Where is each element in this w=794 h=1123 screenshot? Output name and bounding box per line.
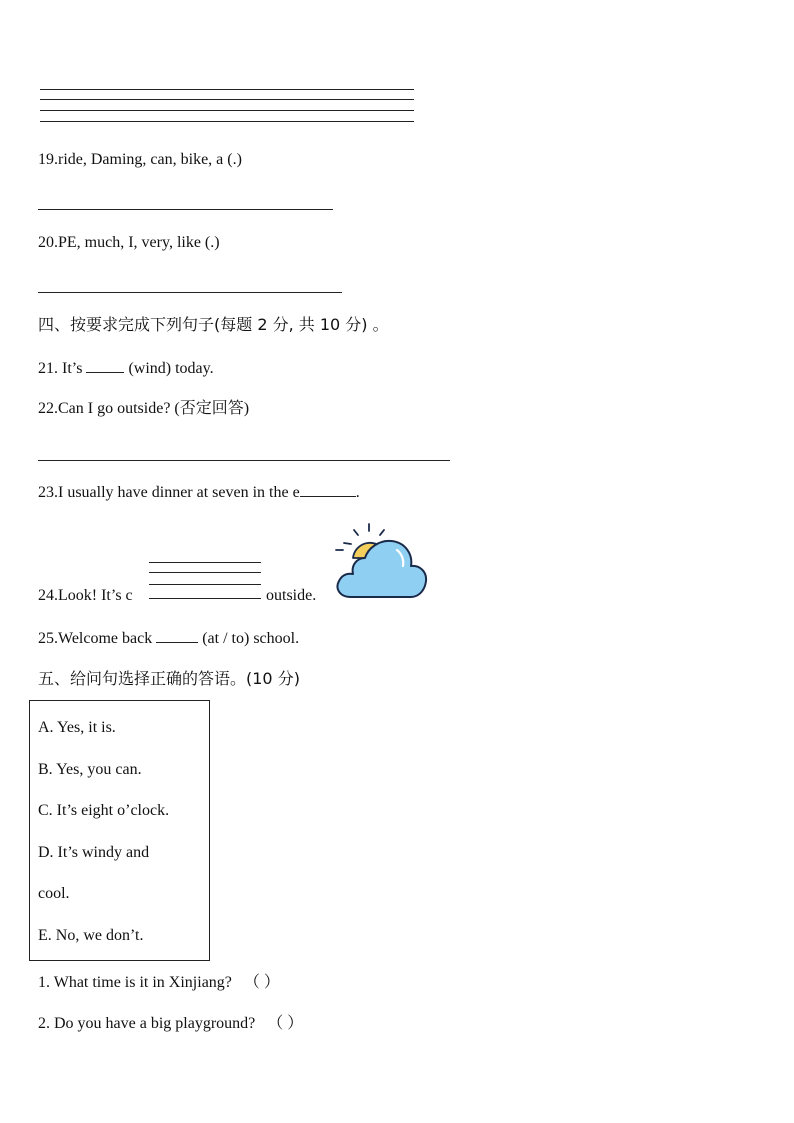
answer-line-20[interactable] <box>38 292 342 293</box>
option-d: D. It’s windy and <box>38 844 150 861</box>
option-d-continued: cool. <box>38 885 70 902</box>
cloud-sun-icon <box>333 520 429 602</box>
match-question-2 <box>38 1014 303 1034</box>
question-23-after: . <box>355 484 360 501</box>
writing-line <box>149 598 261 599</box>
blank-25[interactable] <box>156 628 198 643</box>
question-21-before: 21. It’s <box>38 360 87 377</box>
question-20: 20.PE, much, I, very, like (.) <box>38 234 220 251</box>
blank-23[interactable] <box>300 482 356 497</box>
writing-line <box>40 110 414 111</box>
section-5-title: 五、给问句选择正确的答语。(10 分) <box>38 669 300 688</box>
match-answer-2[interactable]: （ ） <box>267 1015 304 1032</box>
question-23 <box>38 482 360 503</box>
writing-line <box>40 121 414 122</box>
question-25-before: 25.Welcome back <box>38 630 157 647</box>
question-24-before: 24.Look! It’s c <box>38 587 133 604</box>
writing-line <box>149 562 261 563</box>
question-21-after: (wind) today. <box>124 360 214 377</box>
options-box <box>29 700 210 961</box>
blank-21[interactable] <box>86 358 124 373</box>
section-4-title: 四、按要求完成下列句子(每题 2 分, 共 10 分) 。 <box>38 315 389 334</box>
question-24-after: outside. <box>266 587 317 604</box>
answer-line-19[interactable] <box>38 209 333 210</box>
question-23-before: 23.I usually have dinner at seven in the e <box>38 484 300 501</box>
writing-line <box>40 99 414 100</box>
option-e: E. No, we don’t. <box>38 927 144 944</box>
option-a: A. Yes, it is. <box>38 719 116 736</box>
match-question-1 <box>38 973 280 993</box>
question-25-after: (at / to) school. <box>198 630 300 647</box>
question-22: 22.Can I go outside? (否定回答) <box>38 400 250 417</box>
question-25 <box>38 628 299 649</box>
writing-line <box>149 584 261 585</box>
question-21 <box>38 358 214 379</box>
match-answer-1[interactable]: （ ） <box>243 974 280 991</box>
option-c: C. It’s eight o’clock. <box>38 802 170 819</box>
answer-line-22[interactable] <box>38 460 450 461</box>
writing-line <box>40 89 414 90</box>
match-question-2-text: 2. Do you have a big playground? <box>38 1015 256 1032</box>
question-19: 19.ride, Daming, can, bike, a (.) <box>38 151 242 168</box>
match-question-1-text: 1. What time is it in Xinjiang? <box>38 974 232 991</box>
option-b: B. Yes, you can. <box>38 761 142 778</box>
writing-line <box>149 572 261 573</box>
